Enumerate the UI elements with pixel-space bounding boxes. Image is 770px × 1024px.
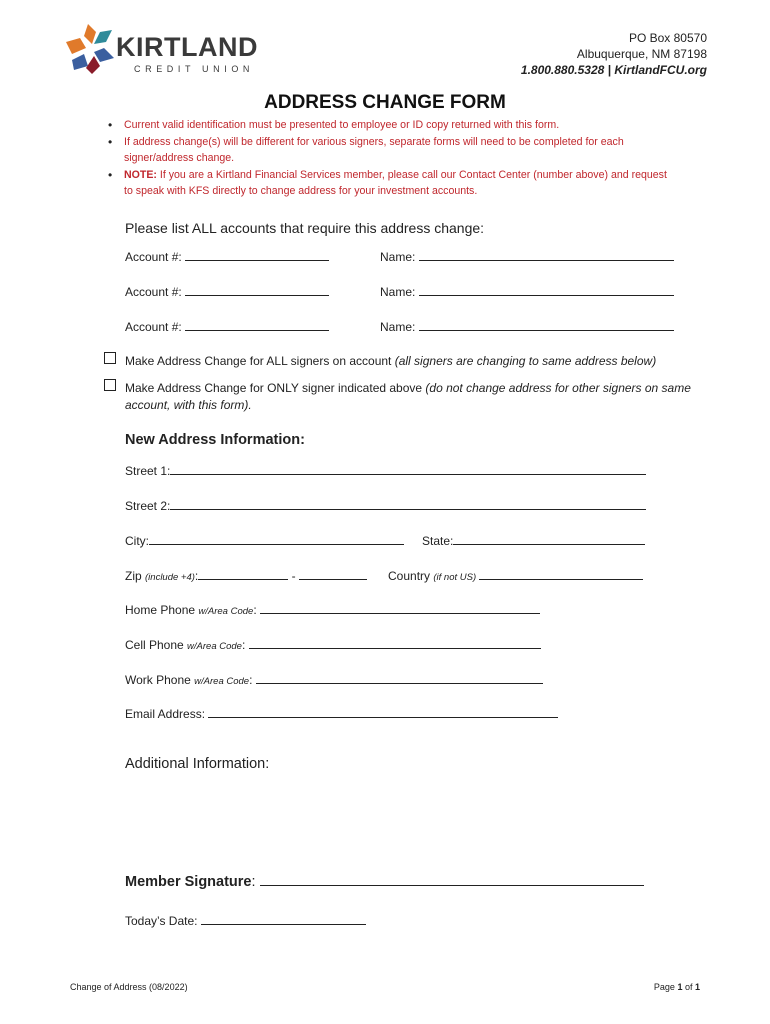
name-row (380, 248, 674, 264)
street2-row (125, 497, 646, 513)
state-label: State: (422, 534, 454, 548)
account-label: Account #: (125, 285, 182, 299)
all-signers-checkbox[interactable] (104, 352, 116, 364)
cell-phone-row: Cell Phone w/Area Code: (125, 636, 541, 652)
name-row (380, 318, 674, 334)
work-phone-row: Work Phone w/Area Code: (125, 671, 543, 687)
account-label: Account #: (125, 320, 182, 334)
country-note: (if not US) (433, 572, 477, 583)
logo-subtext: CREDIT UNION (134, 64, 255, 74)
name-label: Name: (380, 250, 416, 264)
kirtland-star-icon (64, 22, 116, 76)
footer-form-code: Change of Address (08/2022) (70, 982, 188, 992)
all-signers-option: Make Address Change for ALL signers on account (all signers are changing to same address below) (125, 354, 657, 368)
contact-line: 1.800.880.5328 | KirtlandFCU.org (520, 63, 707, 77)
home-phone-row: Home Phone w/Area Code: (125, 601, 540, 617)
work-phone-field[interactable] (256, 671, 543, 684)
logo-wordmark: KIRTLAND (116, 32, 258, 62)
new-address-heading: New Address Information: (125, 432, 305, 448)
footer-page-number: Page 1 of 1 (653, 982, 700, 992)
only-signer-checkbox[interactable] (104, 379, 116, 391)
name-label: Name: (380, 320, 416, 334)
zip-row: Zip (include +4): - (125, 567, 367, 583)
account-number-field[interactable] (185, 283, 329, 296)
city-label: City: (125, 534, 149, 548)
signature-field[interactable] (260, 872, 644, 886)
date-label: Today’s Date: (125, 914, 198, 928)
instruction-item: • NOTE: If you are a Kirtland Financial Services member, please call our Contact Center (number above) and request to speak with KFS directly to change address for your investment accounts. (108, 167, 678, 200)
name-row (380, 283, 674, 299)
additional-info-area[interactable] (125, 780, 685, 860)
address-line1: PO Box 80570 (628, 31, 707, 45)
zip-label: Zip (125, 569, 146, 583)
account-name-field[interactable] (419, 248, 674, 261)
account-row (125, 248, 329, 264)
email-label: Email Address: (125, 707, 206, 721)
account-label: Account #: (125, 250, 182, 264)
signature-row: Member Signature: (125, 872, 644, 890)
email-row (125, 705, 558, 721)
instructions-list (108, 117, 678, 200)
form-title: ADDRESS CHANGE FORM (264, 92, 506, 113)
account-name-field[interactable] (419, 318, 674, 331)
instruction-item: • If address change(s) will be different for various signers, separate forms will need to be completed for each signer/address change. (108, 134, 678, 167)
country-field[interactable] (479, 567, 643, 580)
city-field[interactable] (149, 532, 404, 545)
street1-field[interactable] (170, 462, 646, 475)
instruction-item: • Current valid identification must be presented to employee or ID copy returned with this form. (108, 117, 678, 134)
name-label: Name: (380, 285, 416, 299)
only-signer-option: Make Address Change for ONLY signer indicated above (do not change address for other signers on same account, with this form). (125, 381, 691, 412)
country-label: Country (388, 569, 434, 583)
cell-phone-label: Cell Phone (125, 638, 188, 652)
home-phone-field[interactable] (260, 601, 540, 614)
zip-note: (include +4) (145, 572, 195, 583)
zip-field[interactable] (198, 567, 288, 580)
zip-dash: - (291, 569, 296, 583)
home-phone-label: Home Phone (125, 603, 199, 617)
account-name-field[interactable] (419, 283, 674, 296)
accounts-prompt: Please list ALL accounts that require this address change: (125, 220, 485, 236)
date-row (125, 912, 366, 928)
note-label: NOTE: (124, 168, 157, 181)
state-field[interactable] (453, 532, 645, 545)
account-row (125, 283, 329, 299)
signature-label: Member Signature (125, 874, 252, 890)
account-number-field[interactable] (185, 318, 329, 331)
city-row (125, 532, 404, 548)
address-line2: Albuquerque, NM 87198 (576, 47, 707, 61)
street1-row (125, 462, 646, 478)
account-number-field[interactable] (185, 248, 329, 261)
street2-label: Street 2: (125, 499, 171, 513)
kirtland-logo (64, 22, 264, 76)
work-phone-label: Work Phone (125, 673, 195, 687)
additional-info-label: Additional Information: (125, 756, 270, 772)
state-row (422, 532, 645, 548)
date-field[interactable] (201, 912, 366, 925)
email-field[interactable] (208, 705, 558, 718)
zip-plus4-field[interactable] (299, 567, 367, 580)
credit-union-address (521, 30, 707, 78)
account-row (125, 318, 329, 334)
street1-label: Street 1: (125, 464, 171, 478)
cell-phone-field[interactable] (249, 636, 541, 649)
street2-field[interactable] (170, 497, 646, 510)
country-row (388, 567, 643, 583)
